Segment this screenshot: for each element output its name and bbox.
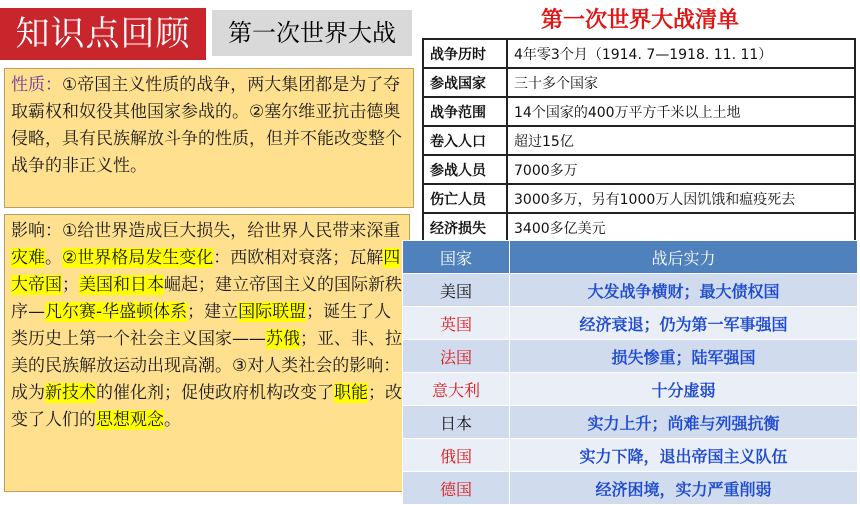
impact-highlight: 灾难 xyxy=(11,248,45,268)
war-list-value: 14个国家的400万平方千米以上土地 xyxy=(507,97,855,126)
impact-text: ；改变了人们的 xyxy=(11,383,402,430)
impact-highlight: 美国和日本 xyxy=(79,275,164,295)
war-list-key: 战争历时 xyxy=(423,39,507,68)
page-title: 知识点回顾 xyxy=(0,8,206,60)
war-list-key: 参战国家 xyxy=(423,68,507,97)
impact-text: ； xyxy=(62,275,79,295)
impact-text: ：西欧相对衰落；瓦解 xyxy=(213,248,384,268)
power-country: 美国 xyxy=(403,274,510,307)
postwar-power-table xyxy=(402,240,858,505)
nature-label: 性质： xyxy=(11,75,62,95)
power-row xyxy=(403,274,858,307)
power-status: 经济衰退；仍为第一军事强国 xyxy=(510,307,858,340)
war-list-row xyxy=(423,97,855,126)
power-status: 损失惨重；陆军强国 xyxy=(510,340,858,373)
war-list-key: 伤亡人员 xyxy=(423,184,507,213)
power-country: 英国 xyxy=(403,307,510,340)
power-country: 意大利 xyxy=(403,373,510,406)
impact-text: ；诞生了人类历史上第一个社会主义国家—— xyxy=(11,302,392,349)
power-country: 俄国 xyxy=(403,439,510,472)
power-row xyxy=(403,439,858,472)
impact-text: ；亚、非、拉美的民族解放运动出现高潮。③对人类社会的影响：成为 xyxy=(11,329,402,403)
power-row xyxy=(403,307,858,340)
war-list-row xyxy=(423,68,855,97)
impact-text: 影响：①给世界造成巨大损失，给世界人民带来深重 xyxy=(11,221,401,241)
impact-text: 的催化剂；促使政府机构改变了 xyxy=(96,383,334,403)
power-status: 大发战争横财；最大债权国 xyxy=(510,274,858,307)
war-list-value: 超过15亿 xyxy=(507,126,855,155)
header-country: 国家 xyxy=(403,241,510,274)
war-list-value: 3000多万，另有1000万人因饥饿和瘟疫死去 xyxy=(507,184,855,213)
war-list-key: 卷入人口 xyxy=(423,126,507,155)
impact-text: 。 xyxy=(45,248,62,268)
war-list-key: 战争范围 xyxy=(423,97,507,126)
power-status: 经济困境，实力严重削弱 xyxy=(510,472,858,505)
impact-highlight: 国际联盟 xyxy=(238,302,307,322)
power-country: 法国 xyxy=(403,340,510,373)
nature-text: ①帝国主义性质的战争，两大集团都是为了夺取霸权和奴役其他国家参战的。②塞尔维亚抗击德奥侵略，具有民族解放斗争的性质，但并不能改变整个战争的非正义性。 xyxy=(11,75,402,176)
war-list-title: 第一次世界大战清单 xyxy=(540,8,739,33)
power-row xyxy=(403,472,858,505)
war-list-row xyxy=(423,39,855,68)
impact-panel xyxy=(4,214,410,492)
impact-highlight: ②世界格局发生变化 xyxy=(62,248,214,268)
impact-highlight: 思想观念 xyxy=(96,410,164,430)
power-status: 实力下降，退出帝国主义队伍 xyxy=(510,439,858,472)
war-list-value: 7000多万 xyxy=(507,155,855,184)
power-row xyxy=(403,373,858,406)
war-list-row xyxy=(423,155,855,184)
war-list-value: 4年零3个月（1914. 7—1918. 11. 11） xyxy=(507,39,855,68)
header-power: 战后实力 xyxy=(510,241,858,274)
power-status: 实力上升；尚难与列强抗衡 xyxy=(510,406,858,439)
war-list-table xyxy=(422,38,856,243)
power-row xyxy=(403,340,858,373)
impact-highlight: 四大帝国 xyxy=(11,248,401,295)
impact-text: ；建立 xyxy=(187,302,239,322)
impact-highlight: 职能 xyxy=(334,383,368,403)
nature-panel xyxy=(4,68,414,208)
impact-text: 。 xyxy=(164,410,181,430)
impact-text: 崛起；建立帝国主义的国际新秩序— xyxy=(11,275,402,322)
war-list-row xyxy=(423,213,855,242)
war-list-value: 三十多个国家 xyxy=(507,68,855,97)
impact-highlight: 凡尔赛-华盛顿体系 xyxy=(45,302,188,322)
war-list-key: 经济损失 xyxy=(423,213,507,242)
war-list-row xyxy=(423,184,855,213)
page-subtitle: 第一次世界大战 xyxy=(212,10,412,56)
power-country: 日本 xyxy=(403,406,510,439)
war-list-value: 3400多亿美元 xyxy=(507,213,855,242)
power-row xyxy=(403,406,858,439)
impact-highlight: 新技术 xyxy=(45,383,96,403)
impact-highlight: 苏俄 xyxy=(266,329,300,349)
war-list-row xyxy=(423,126,855,155)
power-status: 十分虚弱 xyxy=(510,373,858,406)
war-list-key: 参战人员 xyxy=(423,155,507,184)
power-country: 德国 xyxy=(403,472,510,505)
